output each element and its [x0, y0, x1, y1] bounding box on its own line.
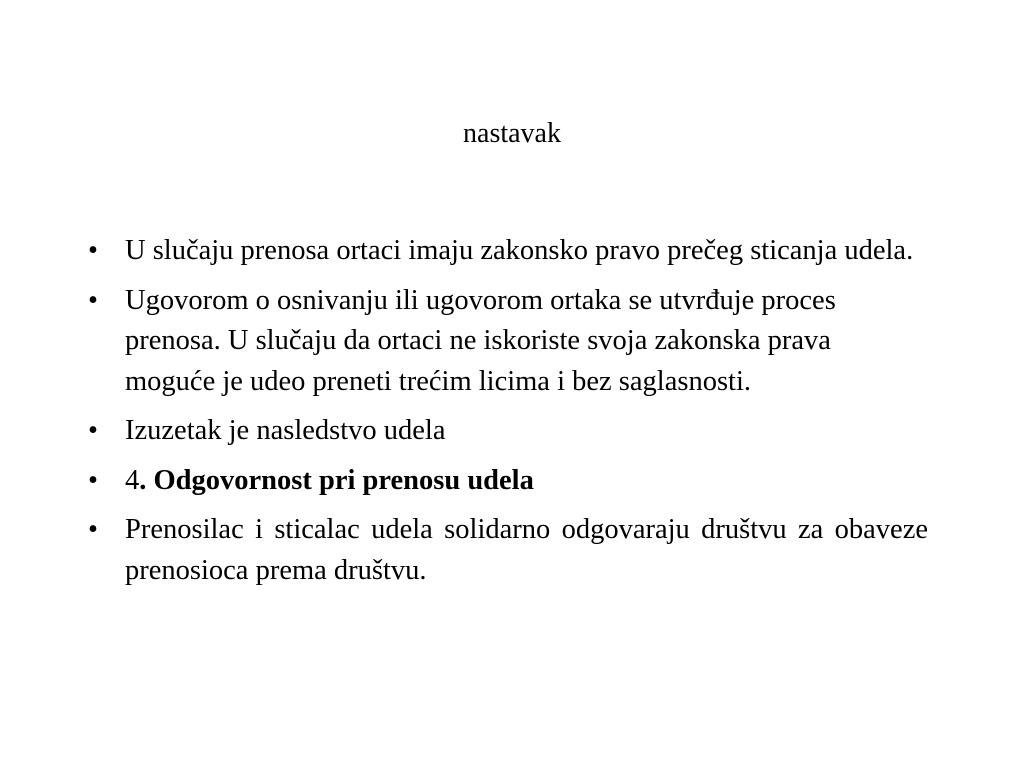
bullet-icon: • — [88, 464, 98, 496]
slide-title: nastavak — [463, 118, 561, 149]
list-item — [88, 411, 928, 452]
list-item — [88, 461, 928, 502]
bullet-icon: • — [88, 514, 98, 545]
list-item-text: Prenosilac i sticalac udela solidarno odgovaraju društvu za obaveze prenosioca prema društvu. — [125, 514, 928, 586]
bullet-icon: • — [88, 284, 98, 316]
section-number: 4 — [125, 464, 140, 496]
bullet-icon: • — [88, 415, 98, 446]
list-item — [88, 281, 928, 403]
list-item-text: Ugovorom o osnivanju ili ugovorom ortaka se utvrđuje proces prenosa. U slučaju da ortaci ne iskoriste svoja zakonska prava moguće je udeo preneti trećim licima i bez saglasnosti. — [125, 284, 836, 397]
list-item-text: U slučaju prenosa ortaci imaju zakonsko pravo prečeg sticanja udela. — [125, 235, 914, 266]
bullet-icon: • — [88, 235, 98, 266]
list-item — [88, 231, 928, 272]
list-item-text: Izuzetak je nasledstvo udela — [125, 415, 446, 446]
bullet-list — [88, 231, 928, 600]
list-item — [88, 510, 928, 591]
section-heading: . Odgovornost pri prenosu udela — [139, 464, 534, 496]
